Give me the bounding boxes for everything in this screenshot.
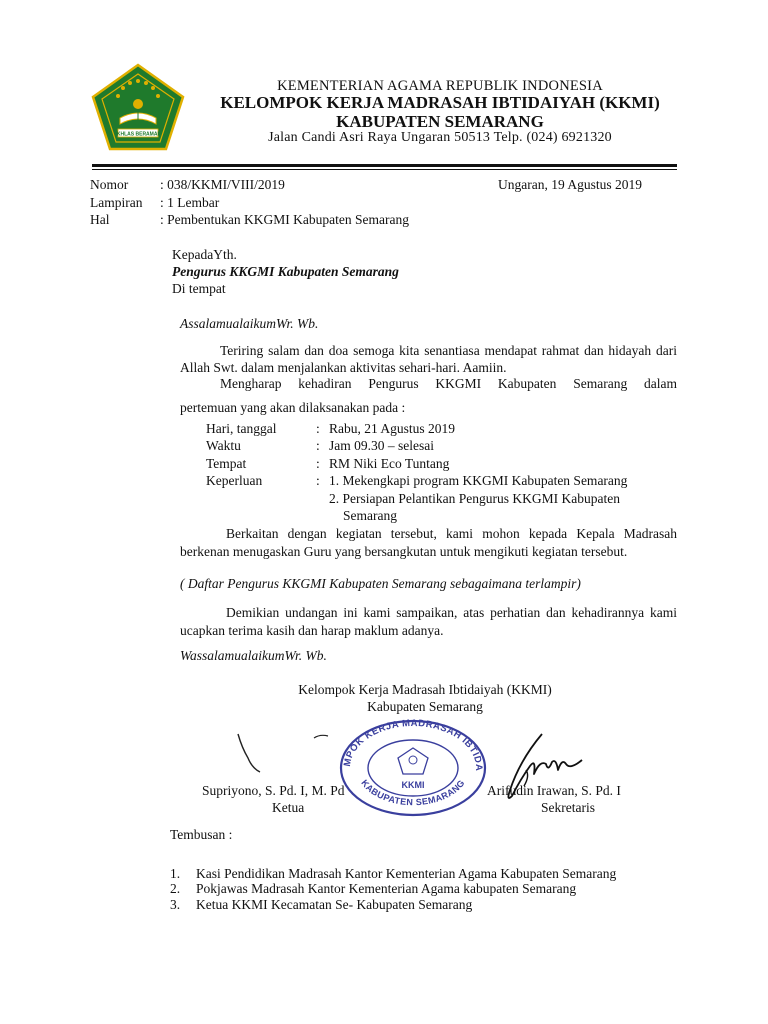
keperluan-colon: : — [316, 473, 320, 488]
recipient-salutation: KepadaYth. — [172, 247, 237, 262]
paragraph-4: Demikian undangan ini kami sampaikan, atas perhatian dan kehadirannya kami ucapkan terima kasih dan harap maklum adanya. — [180, 605, 677, 638]
signature-org-line1: Kelompok Kerja Madrasah Ibtidaiyah (KKMI) — [298, 682, 552, 697]
tembusan-item-3: Ketua KKMI Kecamatan Se- Kabupaten Semarang — [196, 897, 473, 912]
stamp-top-text: KELOMPOK KERJA MADRASAH IBTIDAIYAH — [334, 710, 485, 772]
tembusan-num-3: 3. — [170, 897, 181, 912]
closing: WassalamualaikumWr. Wb. — [180, 648, 327, 663]
header-rule-thick — [92, 164, 677, 167]
secretary-title: Sekretaris — [541, 800, 595, 815]
hal-label: Hal — [90, 212, 110, 227]
paragraph-2-line2: pertemuan yang akan dilaksanakan pada : — [180, 400, 406, 415]
greeting: AssalamualaikumWr. Wb. — [180, 316, 319, 331]
org-region: KABUPATEN SEMARANG — [336, 112, 544, 131]
kemenag-logo — [90, 62, 186, 152]
keperluan-item-1: 1. Mekengkapi program KKGMI Kabupaten Semarang — [329, 473, 628, 488]
stamp-center-text: KKMI — [401, 780, 425, 790]
tembusan-num-1: 1. — [170, 866, 181, 881]
attachment-note: ( Daftar Pengurus KKGMI Kabupaten Semarang sebagaimana terlampir) — [180, 576, 581, 591]
chairman-title: Ketua — [272, 800, 305, 815]
tembusan-heading: Tembusan : — [170, 827, 233, 842]
keperluan-label: Keperluan — [206, 473, 263, 488]
tempat-label: Tempat — [206, 456, 247, 471]
tembusan-item-2: Pokjawas Madrasah Kantor Kementerian Agama kabupaten Semarang — [196, 881, 577, 896]
waktu-value: Jam 09.30 – selesai — [329, 438, 434, 453]
tempat-value: RM Niki Eco Tuntang — [329, 456, 450, 471]
official-stamp — [334, 710, 488, 818]
waktu-colon: : — [316, 438, 320, 453]
hari-colon: : — [316, 421, 320, 436]
stamp-bottom-text: KABUPATEN SEMARANG — [359, 777, 467, 808]
nomor-label: Nomor — [90, 177, 129, 192]
tembusan-item-1: Kasi Pendidikan Madrasah Kantor Kementerian Agama Kabupaten Semarang — [196, 866, 617, 881]
paragraph-1: Teriring salam dan doa semoga kita senantiasa mendapat rahmat dan hidayah dari Allah Swt. dalam menjalankan aktivitas sehari-hari. Aamiin. — [180, 343, 677, 375]
signature-org-line2: Kabupaten Semarang — [367, 699, 483, 714]
header-rule-thin — [92, 169, 677, 170]
recipient-location: Di tempat — [172, 281, 226, 296]
ministry-line: KEMENTERIAN AGAMA REPUBLIK INDONESIA — [277, 78, 603, 94]
place-date: Ungaran, 19 Agustus 2019 — [498, 177, 642, 192]
org-address: Jalan Candi Asri Raya Ungaran 50513 Telp. (024) 6921320 — [268, 130, 612, 145]
lampiran-value: : 1 Lembar — [160, 195, 220, 210]
waktu-label: Waktu — [206, 438, 241, 453]
org-name: KELOMPOK KERJA MADRASAH IBTIDAIYAH (KKMI) — [220, 93, 660, 112]
logo-motto: IKHLAS BERAMAL — [115, 131, 161, 138]
tempat-colon: : — [316, 456, 320, 471]
paragraph-3: Berkaitan dengan kegiatan tersebut, kami mohon kepada Kepala Madrasah berkenan menugaskan Guru yang bersangkutan untuk mengikuti kegiatan tersebut. — [180, 526, 677, 559]
chairman-signature — [230, 728, 350, 778]
tembusan-num-2: 2. — [170, 881, 181, 896]
hari-label: Hari, tanggal — [206, 421, 277, 436]
paragraph-2-line1: Mengharap kehadiran Pengurus KKGMI Kabupaten Semarang dalam — [220, 376, 677, 391]
hal-value: : Pembentukan KKGMI Kabupaten Semarang — [160, 212, 409, 227]
recipient-name: Pengurus KKGMI Kabupaten Semarang — [172, 264, 399, 279]
nomor-value: : 038/KKMI/VIII/2019 — [160, 177, 285, 192]
lampiran-label: Lampiran — [90, 195, 143, 210]
chairman-name: Supriyono, S. Pd. I, M. Pd — [202, 783, 345, 798]
hari-value: Rabu, 21 Agustus 2019 — [329, 421, 456, 436]
keperluan-item-2-cont: Semarang — [343, 508, 397, 523]
secretary-name: Arifudin Irawan, S. Pd. I — [487, 783, 621, 798]
keperluan-item-2: 2. Persiapan Pelantikan Pengurus KKGMI Kabupaten — [329, 491, 620, 506]
